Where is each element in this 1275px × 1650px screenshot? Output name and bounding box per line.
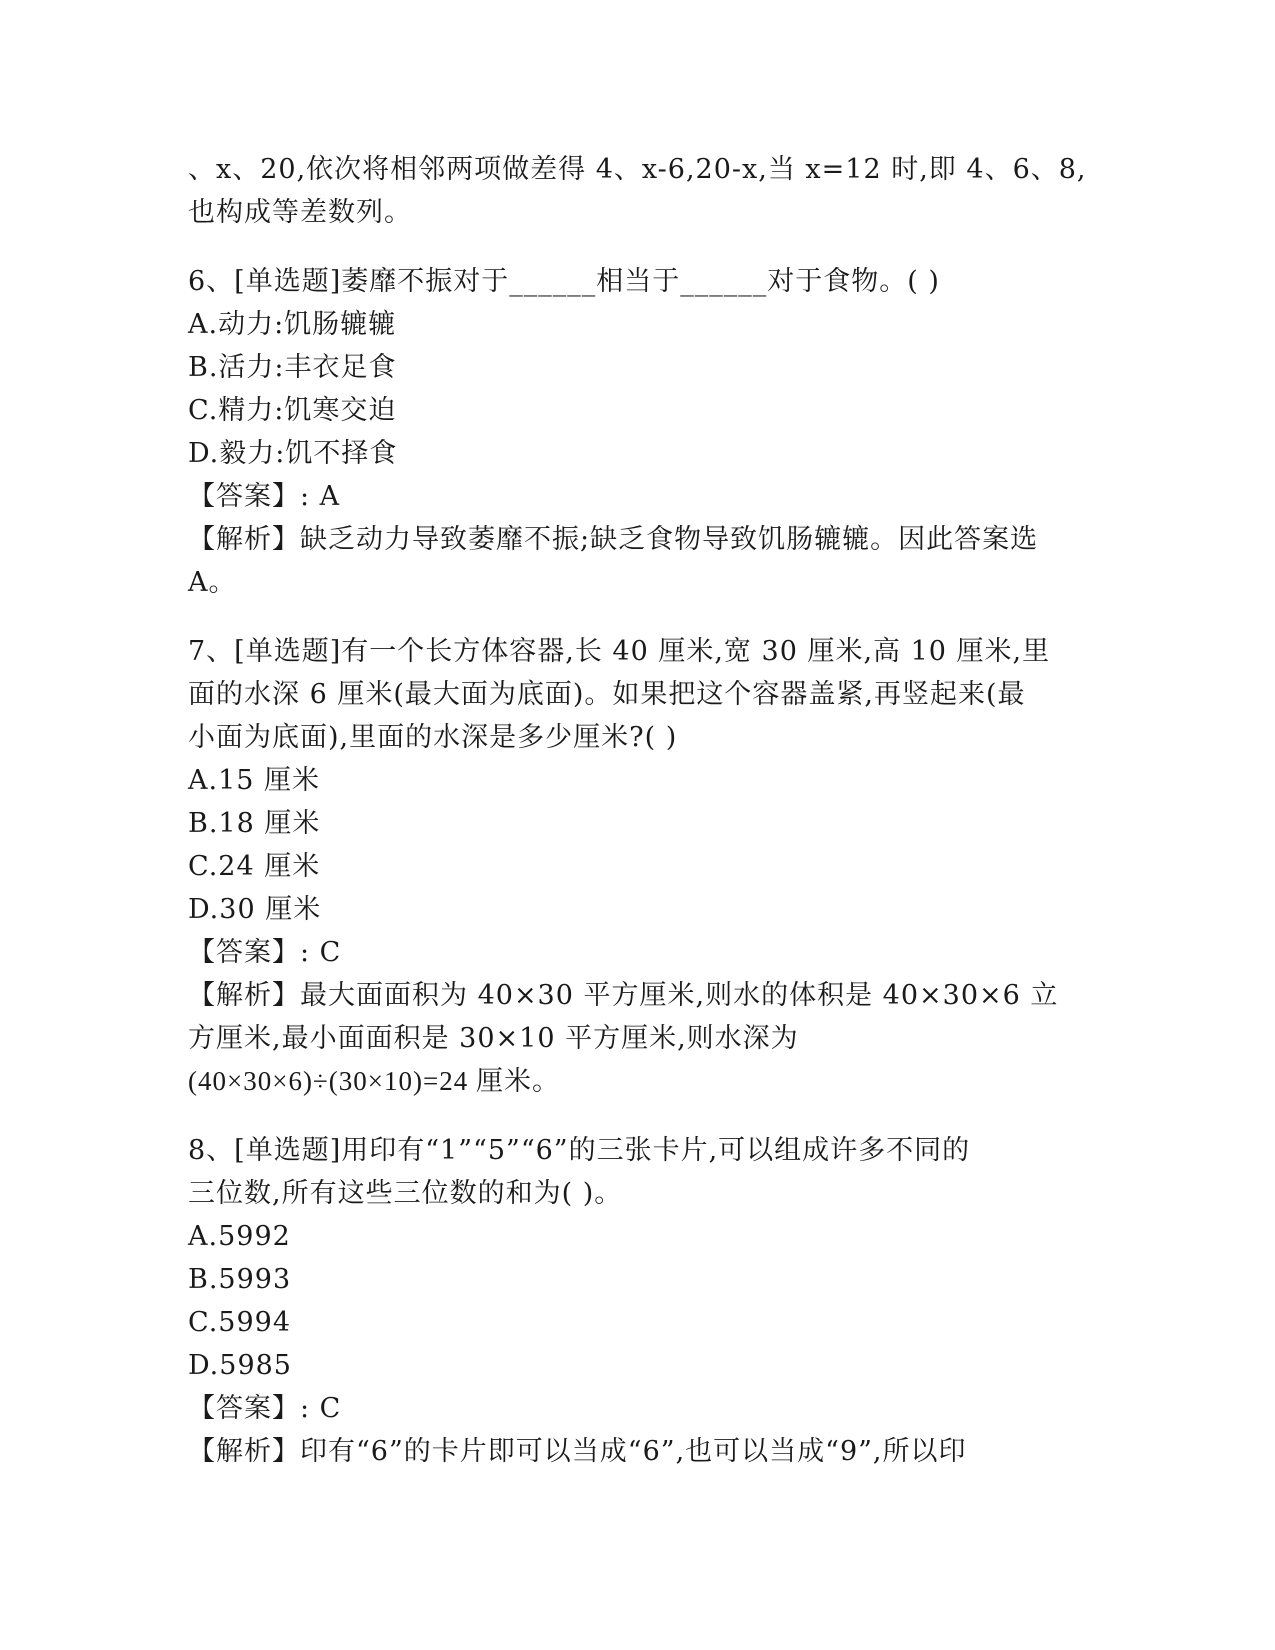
option-d: D.30 厘米 xyxy=(188,894,322,925)
option-c: C.精力:饥寒交迫 xyxy=(188,395,397,426)
option-b: B.18 厘米 xyxy=(188,808,321,839)
text-line: 、x、20,依次将相邻两项做差得 4、x-6,20-x,当 x=12 时,即 4、6、8, xyxy=(188,154,1087,185)
analysis-line: 【解析】缺乏动力导致萎靡不振;缺乏食物导致饥肠辘辘。因此答案选 xyxy=(188,524,1039,555)
text-line: 也构成等差数列。 xyxy=(188,197,412,228)
option-b: B.活力:丰衣足食 xyxy=(188,352,397,383)
question-6 xyxy=(188,260,1088,604)
question-stem: 8、[单选题]用印有“1”“5”“6”的三张卡片,可以组成许多不同的 xyxy=(188,1135,971,1166)
question-stem: 6、[单选题]萎靡不振对于______相当于______对于食物。( ) xyxy=(188,266,940,297)
question-7 xyxy=(188,630,1088,1103)
question-stem: 三位数,所有这些三位数的和为( )。 xyxy=(188,1178,623,1209)
question-8 xyxy=(188,1129,1088,1473)
option-a: A.动力:饥肠辘辘 xyxy=(188,309,397,340)
analysis-line: 【解析】印有“6”的卡片即可以当成“6”,也可以当成“9”,所以印 xyxy=(188,1436,967,1467)
option-c: C.5994 xyxy=(188,1307,291,1338)
question-stem: 小面为底面),里面的水深是多少厘米?( ) xyxy=(188,722,678,753)
answer-line: 【答案】: C xyxy=(188,1393,342,1424)
option-d: D.5985 xyxy=(188,1350,292,1381)
analysis-line: (40×30×6)÷(30×10)=24 厘米。 xyxy=(188,1066,560,1096)
intro-paragraph xyxy=(188,148,1088,234)
option-a: A.15 厘米 xyxy=(188,765,321,796)
analysis-line: A。 xyxy=(188,567,237,598)
analysis-line: 【解析】最大面面积为 40×30 平方厘米,则水的体积是 40×30×6 立 xyxy=(188,980,1059,1011)
question-stem: 7、[单选题]有一个长方体容器,长 40 厘米,宽 30 厘米,高 10 厘米,里 xyxy=(188,636,1051,667)
option-d: D.毅力:饥不择食 xyxy=(188,438,398,469)
answer-line: 【答案】: C xyxy=(188,937,342,968)
option-c: C.24 厘米 xyxy=(188,851,321,882)
option-b: B.5993 xyxy=(188,1264,292,1295)
analysis-line: 方厘米,最小面面积是 30×10 平方厘米,则水深为 xyxy=(188,1023,799,1054)
question-stem: 面的水深 6 厘米(最大面为底面)。如果把这个容器盖紧,再竖起来(最 xyxy=(188,679,1026,710)
document-page xyxy=(188,148,1088,1473)
answer-line: 【答案】: A xyxy=(188,481,341,512)
option-a: A.5992 xyxy=(188,1221,291,1252)
